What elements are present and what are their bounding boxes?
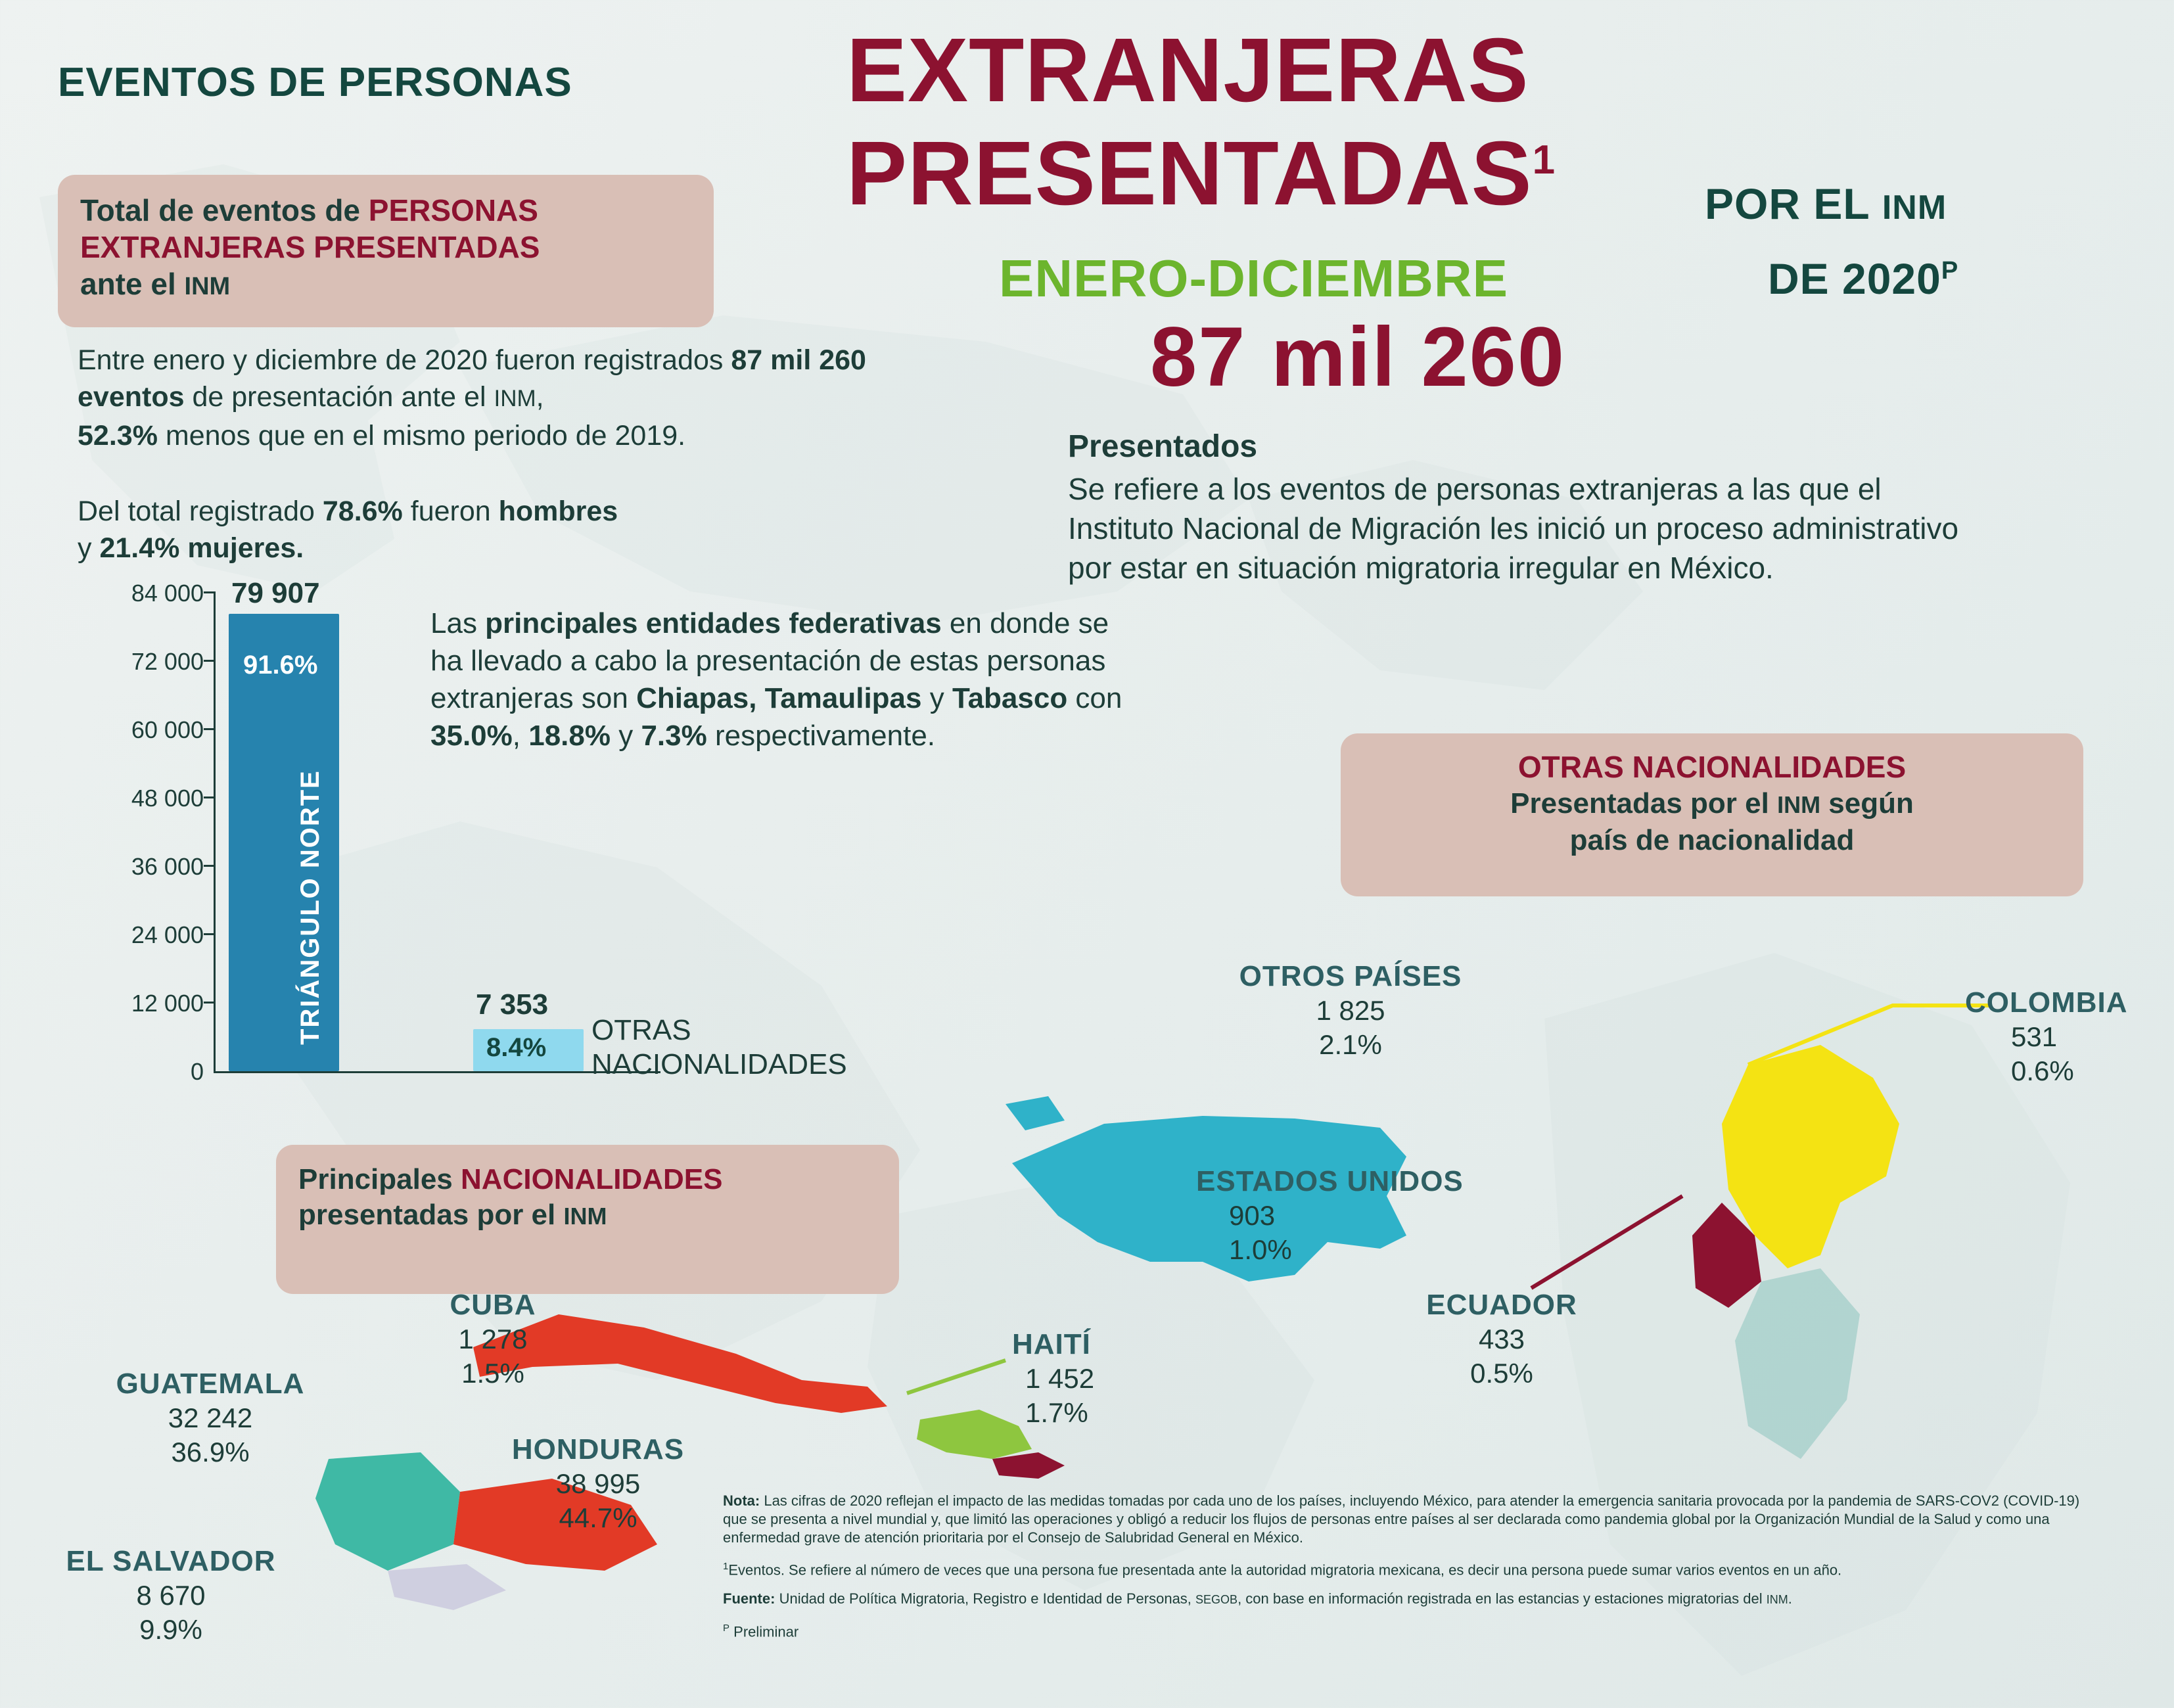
- p2-e: y: [78, 532, 100, 564]
- cs-b: principales entidades federativas: [485, 607, 942, 639]
- box-otras-l2a: Presentadas por el: [1510, 787, 1778, 819]
- callout-ecuador: [1387, 1288, 1617, 1391]
- preliminar-text: Preliminar: [733, 1623, 799, 1640]
- preliminar-marker: P: [723, 1623, 730, 1634]
- country-value: 433: [1478, 1324, 1525, 1354]
- callout-guatemala: [85, 1367, 335, 1469]
- country-name: ESTADOS UNIDOS: [1196, 1165, 1464, 1197]
- country-pct: 1.0%: [1229, 1234, 1292, 1265]
- country-value: 531: [2011, 1021, 2058, 1052]
- title-period: ENERO-DICIEMBRE: [999, 249, 1509, 308]
- p1-inm: INM: [494, 386, 536, 411]
- cs-e: y: [921, 682, 952, 714]
- fuente-label: Fuente:: [723, 1590, 775, 1607]
- title-superscript: 1: [1532, 137, 1556, 183]
- country-value: 1 825: [1316, 995, 1385, 1026]
- country-name: EL SALVADOR: [66, 1545, 276, 1577]
- country-pct: 0.6%: [2011, 1055, 2074, 1086]
- bar-percent-otras: 8.4%: [486, 1033, 547, 1062]
- bar-inner-label-triangulo-norte: TRIÁNGULO NORTE: [296, 770, 325, 1045]
- p1-d: ,: [536, 381, 544, 413]
- fuente-segob: SEGOB: [1195, 1593, 1238, 1607]
- p1-f: menos que en el mismo periodo de 2019.: [157, 420, 686, 451]
- ytick-84000: 84 000: [131, 580, 204, 607]
- title-year-text: DE 2020: [1768, 254, 1941, 303]
- country-pct: 2.1%: [1319, 1029, 1382, 1060]
- p2-b: 78.6%: [322, 496, 403, 527]
- country-value: 38 995: [555, 1468, 641, 1499]
- box-total-rose2: EXTRANJERAS PRESENTADAS: [80, 230, 540, 264]
- footnote-nota: [723, 1492, 2103, 1547]
- nota-label: Nota:: [723, 1492, 760, 1509]
- ytick-60000: 60 000: [131, 716, 204, 743]
- bp-inm: INM: [563, 1203, 607, 1230]
- cs-l: 7.3%: [641, 720, 707, 752]
- country-name: CUBA: [450, 1289, 536, 1321]
- box-otras-l3: país de nacionalidad: [1569, 824, 1855, 856]
- fuente-b: , con base en información registrada en las estancias y estaciones migratorias del: [1237, 1590, 1767, 1607]
- p2-d: hombres: [498, 496, 618, 527]
- box-total-inm: INM: [184, 273, 231, 300]
- cs-h: 35.0%: [430, 720, 513, 752]
- country-value: 32 242: [168, 1402, 253, 1433]
- country-name: HONDURAS: [511, 1433, 685, 1466]
- bp-a: Principales: [298, 1163, 461, 1195]
- country-value: 903: [1229, 1200, 1276, 1231]
- ytick-24000: 24 000: [131, 921, 204, 948]
- callout-colombia: [1965, 986, 2174, 1088]
- p1-e: 52.3%: [78, 420, 158, 451]
- country-pct: 9.9%: [139, 1614, 202, 1645]
- country-value: 8 670: [136, 1580, 206, 1611]
- p2-a: Del total registrado: [78, 496, 323, 527]
- p1-c: de presentación ante el: [184, 381, 494, 413]
- footnote-1: [723, 1558, 2103, 1579]
- bp-b: presentadas por el: [298, 1199, 564, 1231]
- country-value: 1 278: [458, 1324, 528, 1354]
- bar-value-otras: 7 353: [476, 988, 549, 1021]
- country-name: HAITÍ: [1012, 1328, 1091, 1360]
- country-name: GUATEMALA: [116, 1368, 305, 1400]
- ytick-0: 0: [190, 1058, 204, 1085]
- headline-total: 87 mil 260: [1150, 310, 1565, 404]
- country-value: 1 452: [1025, 1363, 1095, 1394]
- callout-estados-unidos: [1196, 1165, 1538, 1267]
- cs-c: en donde se ha llevado a cabo la presentación de estas personas extranjeras son: [430, 607, 1109, 714]
- box-total-line1: Total de eventos de: [80, 193, 369, 227]
- definition-text: Se refiere a los eventos de personas extranjeras a las que el Instituto Nacional de Migración les inició un proceso administrativo por estar en situación migratoria irregular en México.: [1068, 472, 1959, 585]
- callout-honduras: [473, 1433, 723, 1535]
- country-pct: 1.5%: [461, 1358, 524, 1389]
- cs-j: 18.8%: [528, 720, 611, 752]
- fuente-a: Unidad de Política Migratoria, Registro e Identidad de Personas,: [775, 1590, 1196, 1607]
- title-presentadas-text: PRESENTADAS: [846, 123, 1533, 224]
- cs-a: Las: [430, 607, 486, 639]
- title-extranjeras: EXTRANJERAS: [846, 20, 1529, 121]
- country-pct: 36.9%: [171, 1437, 250, 1467]
- ytick-12000: 12 000: [131, 990, 204, 1017]
- p2-c: fueron: [402, 496, 499, 527]
- ytick-48000: 48 000: [131, 785, 204, 812]
- ytick-36000: 36 000: [131, 853, 204, 880]
- box-otras-title: OTRAS NACIONALIDADES: [1517, 750, 1907, 784]
- p2-f: 21.4% mujeres.: [99, 532, 304, 564]
- inm-smallcaps: INM: [1882, 189, 1947, 227]
- cs-i: ,: [512, 720, 529, 752]
- footnote-1-marker: 1: [723, 1561, 729, 1572]
- p1-b: 87 mil 260 eventos: [78, 344, 866, 413]
- bar-percent-triangulo-norte: 91.6%: [243, 651, 318, 680]
- box-total-line3: ante el: [80, 267, 185, 301]
- callout-otros-paises: [1203, 959, 1498, 1062]
- footnote-fuente: [723, 1590, 2103, 1609]
- callout-cuba: [394, 1288, 591, 1391]
- footnote-1-text: Eventos. Se refiere al número de veces que una persona fue presentada ante la autoridad migratoria mexicana, es decir una persona puede sumar varios eventos en un año.: [728, 1561, 1842, 1579]
- ytick-72000: 72 000: [131, 648, 204, 675]
- footnote-preliminar: [723, 1619, 2103, 1641]
- box-otras-l2b: según: [1820, 787, 1914, 819]
- box-otras-inm: INM: [1777, 791, 1821, 818]
- cs-f: Tabasco: [952, 682, 1068, 714]
- page-title-left: EVENTOS DE PERSONAS: [58, 60, 572, 105]
- country-name: ECUADOR: [1426, 1289, 1577, 1321]
- cs-d: Chiapas, Tamaulipas: [636, 682, 922, 714]
- box-total-rose1: PERSONAS: [368, 193, 538, 227]
- callout-haiti: [1012, 1327, 1209, 1430]
- country-pct: 44.7%: [559, 1502, 637, 1533]
- bar-value-triangulo-norte: 79 907: [231, 577, 320, 609]
- por-el-text: POR EL: [1705, 179, 1882, 228]
- bar-category-otras: OTRAS NACIONALIDADES: [591, 1014, 847, 1080]
- nota-text: Las cifras de 2020 reflejan el impacto de las medidas tomadas por cada uno de los países, incluyendo México, para atender la emergencia sanitaria provocada por la pandemia de SARS-COV2 (COVID-19) que se presenta a nivel mundial y, que limitó las operaciones y obligó a reducir los flujos de personas entre países al ser declarada como pandemia global por la Organización Mundial de la Salud y como una enfermedad grave de atención prioritaria por el Consejo de Salubridad General en México.: [723, 1492, 2080, 1546]
- callout-el-salvador: [39, 1544, 302, 1647]
- cs-k: y: [610, 720, 641, 752]
- title-year-sup: P: [1941, 257, 1959, 285]
- fuente-end: .: [1788, 1590, 1792, 1607]
- bp-rose: NACIONALIDADES: [461, 1163, 723, 1195]
- cs-g: con: [1067, 682, 1122, 714]
- definition-term: Presentados: [1068, 429, 1258, 464]
- cs-m: respectivamente.: [706, 720, 936, 752]
- footnotes: [723, 1492, 2103, 1652]
- fuente-inm: INM: [1766, 1593, 1788, 1607]
- p1-a: Entre enero y diciembre de 2020 fueron registrados: [78, 344, 731, 376]
- country-pct: 1.7%: [1025, 1397, 1088, 1428]
- country-name: COLOMBIA: [1965, 986, 2128, 1019]
- country-name: OTROS PAÍSES: [1239, 960, 1462, 992]
- country-pct: 0.5%: [1470, 1358, 1533, 1389]
